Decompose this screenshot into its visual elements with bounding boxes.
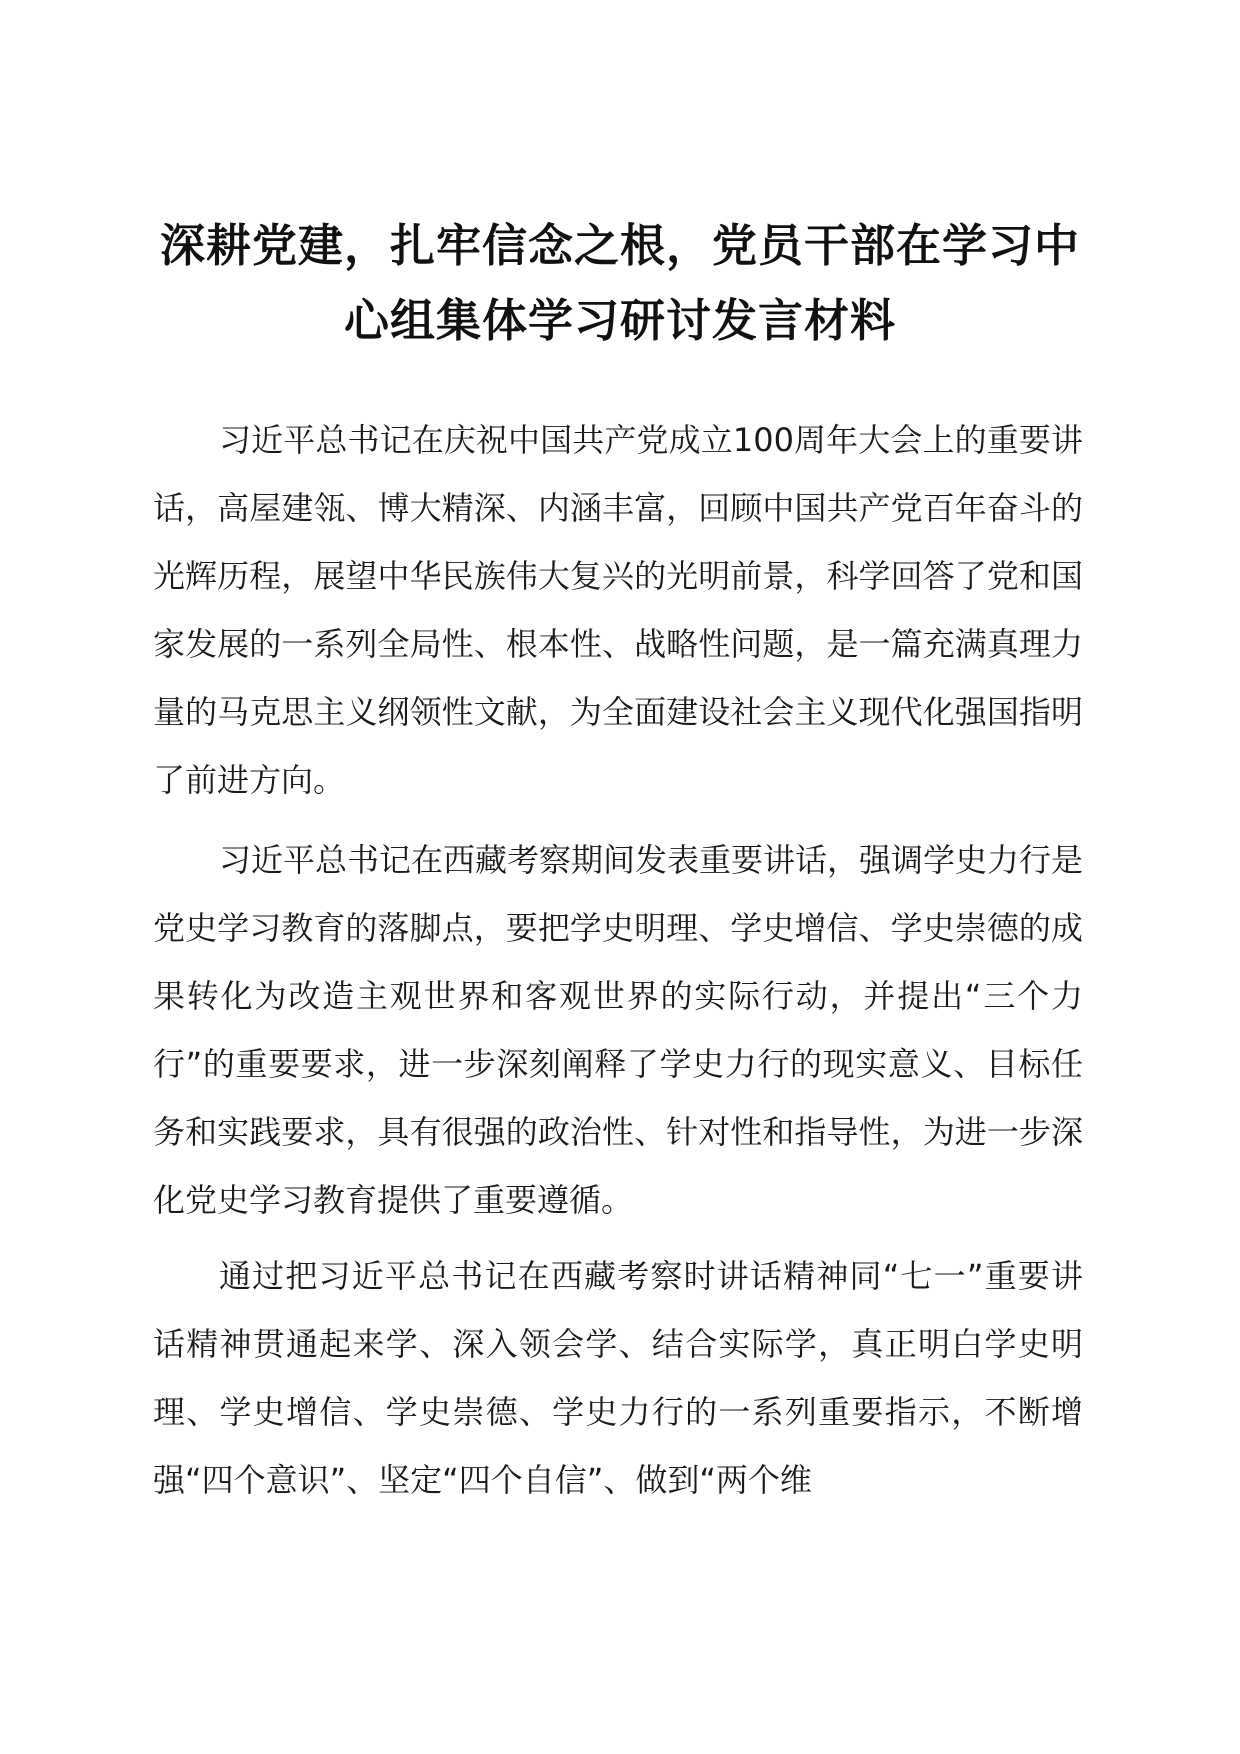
body-paragraph: 通过把习近平总书记在西藏考察时讲话精神同“七一”重要讲话精神贯通起来学、深入领会学、结合实际学，真正明白学史明理、学史增信、学史崇德、学史力行的一系列重要指示，不断增强“四个意识”、坚定“四个自信”、做到“两个维: [153, 1257, 1083, 1499]
body-paragraph: 习近平总书记在西藏考察期间发表重要讲话，强调学史力行是党史学习教育的落脚点，要把学史明理、学史增信、学史崇德的成果转化为改造主观世界和客观世界的实际行动，并提出“三个力行”的重要要求，进一步深刻阐释了学史力行的现实意义、目标任务和实践要求，具有很强的政治性、针对性和指导性，为进一步深化党史学习教育提供了重要遵循。: [153, 841, 1084, 1219]
body-paragraph: 习近平总书记在庆祝中国共产党成立100周年大会上的重要讲话，高屋建瓴、博大精深、内涵丰富，回顾中国共产党百年奋斗的光辉历程，展望中华民族伟大复兴的光明前景，科学回答了党和国家发展的一系列全局性、根本性、战略性问题，是一篇充满真理力量的马克思主义纲领性文献，为全面建设社会主义现代化强国指明了前进方向。: [153, 421, 1083, 799]
document-title: 深耕党建，扎牢信念之根，党员干部在学习中心组集体学习研讨发言材料: [159, 219, 1080, 347]
